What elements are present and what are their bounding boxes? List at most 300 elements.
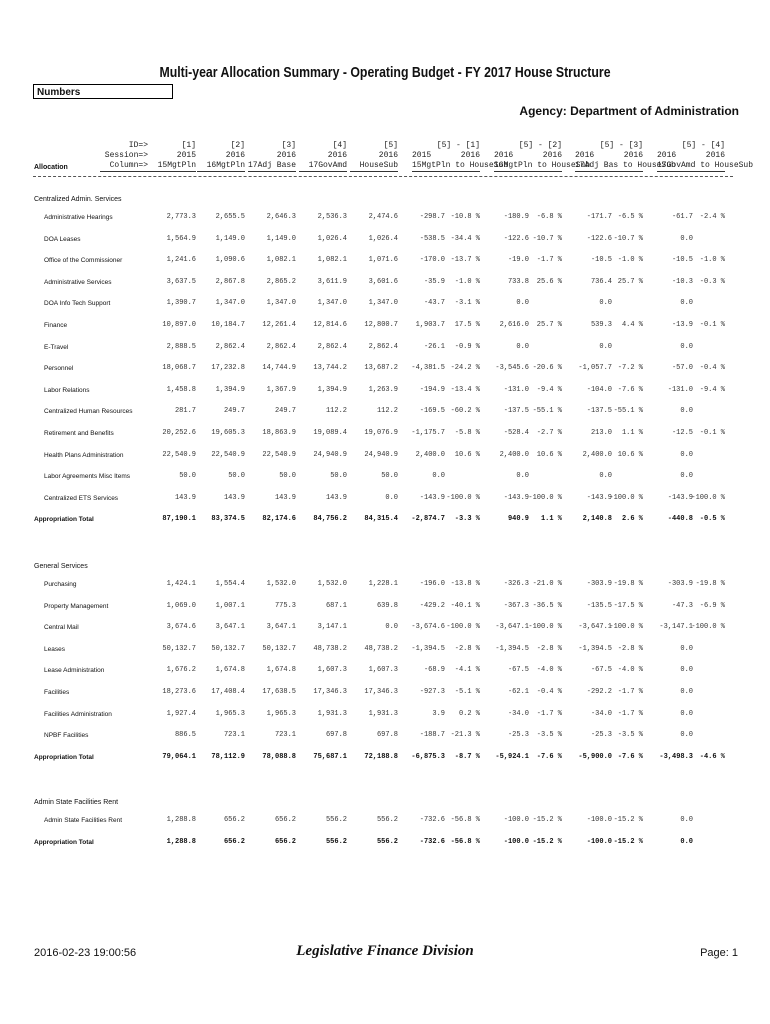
cell-value: 82,174.6: [262, 515, 296, 524]
cell-diff-percent: 10.6 %: [617, 450, 643, 459]
cell-diff-percent: -13.7 %: [450, 256, 480, 265]
header-diff-sessions: [575, 151, 643, 161]
cell-value: 697.8: [376, 731, 398, 740]
total-row: [0, 752, 770, 764]
cell-diff-percent: -13.8 %: [450, 580, 480, 588]
cell-diff-amount: -67.5: [507, 666, 529, 675]
cell-diff-amount: -5,900.0: [578, 752, 612, 761]
cell-diff-percent: -6.5 %: [617, 213, 643, 221]
cell-value: 17,346.3: [313, 688, 347, 696]
cell-value: 48,738.2: [313, 644, 347, 653]
header-row-label: Session=>: [104, 151, 148, 160]
cell-value: 50,132.7: [211, 644, 245, 653]
cell-value: 687.1: [325, 601, 347, 610]
footer-page-number: Page: 1: [700, 947, 738, 959]
header-diff-sessions: [494, 151, 562, 161]
header-diff-id: [5] - [3]: [599, 141, 643, 150]
cell-diff-percent: -0.1 %: [699, 429, 725, 437]
header-col-id: [1]: [181, 141, 196, 150]
cell-value: 1,424.1: [166, 580, 196, 588]
cell-diff-amount: 0.0: [680, 472, 693, 481]
cell-value: 143.9: [325, 493, 347, 502]
cell-value: 3,647.1: [266, 623, 296, 632]
header-diff-id: [5] - [1]: [436, 141, 480, 150]
cell-diff-percent: -55.1 %: [613, 407, 643, 416]
cell-diff-percent: -7.2 %: [617, 364, 643, 373]
cell-value: 3,147.1: [317, 623, 347, 632]
cell-diff-amount: -3,545.6: [495, 364, 529, 373]
cell-value: 1,931.3: [317, 709, 347, 718]
table-row: [0, 601, 770, 613]
agency-label: Agency: Department of Administration: [519, 104, 739, 118]
cell-diff-percent: -7.6 %: [536, 752, 562, 761]
cell-diff-amount: -303.9: [667, 580, 693, 588]
cell-value: 2,474.6: [368, 213, 398, 221]
cell-diff-amount: -67.5: [590, 666, 612, 675]
table-row: [0, 644, 770, 656]
cell-value: 18,068.7: [162, 364, 196, 373]
header-col-session: 2016: [225, 151, 245, 160]
cell-value: 18,863.9: [262, 429, 296, 437]
cell-diff-amount: -13.9: [671, 321, 693, 329]
cell-value: 72,188.8: [364, 752, 398, 761]
cell-value: 2,862.4: [215, 342, 245, 351]
header-col-session: 2016: [327, 151, 347, 160]
cell-value: 1,228.1: [368, 580, 398, 588]
table-row: [0, 212, 770, 224]
cell-diff-amount: -10.3: [671, 277, 693, 286]
table-row: [0, 687, 770, 699]
cell-diff-percent: -4.6 %: [699, 752, 725, 761]
row-label: Admin State Facilities Rent: [44, 817, 123, 824]
cell-diff-amount: -180.9: [503, 213, 529, 221]
cell-diff-percent: -3.1 %: [454, 299, 480, 308]
cell-diff-amount: -194.9: [419, 385, 445, 394]
cell-value: 2,862.4: [368, 342, 398, 351]
cell-value: 83,374.5: [211, 515, 245, 524]
cell-value: 1,069.0: [166, 601, 196, 610]
cell-diff-percent: -10.7 %: [532, 234, 562, 243]
cell-diff-amount: 0.0: [680, 407, 693, 416]
cell-value: 50,132.7: [162, 644, 196, 653]
cell-diff-amount: -171.7: [586, 213, 612, 221]
cell-value: 78,088.8: [262, 752, 296, 761]
header-col-id: [2]: [230, 141, 245, 150]
header-diff-session-from: 2016: [575, 151, 595, 160]
cell-diff-amount: -143.9: [667, 493, 693, 502]
header-diff-sessions: [412, 151, 480, 161]
cell-value: 2,646.3: [266, 213, 296, 221]
cell-diff-amount: -100.0: [586, 816, 612, 824]
cell-diff-percent: -100.0 %: [609, 623, 643, 632]
header-diff-session-from: 2015: [412, 151, 432, 160]
cell-diff-amount: -35.9: [423, 277, 445, 286]
cell-diff-percent: -36.5 %: [532, 601, 562, 610]
cell-diff-amount: 213.0: [590, 429, 612, 437]
cell-value: 656.2: [274, 816, 296, 824]
cell-diff-percent: -1.0 %: [454, 277, 480, 286]
row-label: Property Management: [44, 602, 109, 610]
cell-diff-amount: -47.3: [671, 601, 693, 610]
cell-value: 775.3: [274, 601, 296, 610]
cell-diff-percent: 4.4 %: [621, 321, 643, 329]
cell-value: 50.0: [179, 472, 196, 481]
header-diff-session-from: 2016: [657, 151, 677, 160]
cell-diff-amount: 0.0: [680, 709, 693, 718]
cell-diff-amount: 2,140.8: [582, 515, 612, 524]
cell-value: 84,315.4: [364, 515, 398, 524]
row-label: Appropriation Total: [34, 838, 94, 846]
row-label: DOA Info Tech Support: [44, 300, 111, 308]
cell-diff-amount: -19.0: [507, 256, 529, 265]
header-col-session: 2016: [378, 151, 398, 160]
cell-diff-percent: -40.1 %: [450, 601, 480, 610]
cell-diff-amount: -12.5: [671, 429, 693, 437]
cell-diff-amount: -429.2: [419, 601, 445, 610]
header-col-2: [197, 141, 245, 172]
cell-diff-amount: -143.9: [419, 493, 445, 502]
table-row: [0, 493, 770, 505]
cell-diff-percent: -19.8 %: [695, 580, 725, 588]
table-row: [0, 815, 770, 827]
header-diff-4: [657, 141, 754, 172]
cell-value: 1,927.4: [166, 709, 196, 718]
cell-diff-percent: -5.8 %: [454, 429, 480, 437]
cell-value: 24,940.9: [364, 450, 398, 459]
cell-value: 112.2: [325, 407, 347, 416]
cell-diff-percent: -20.6 %: [532, 364, 562, 373]
cell-diff-amount: -732.6: [419, 837, 445, 846]
header-diff-id: [5] - [2]: [518, 141, 562, 150]
header-diff-column: 17GovAmd to HouseSub: [657, 161, 754, 170]
cell-diff-amount: 0.0: [680, 299, 693, 308]
cell-diff-percent: 25.7 %: [617, 277, 643, 286]
footer-timestamp: 2016-02-23 19:00:56: [34, 947, 137, 959]
table-row: [0, 471, 770, 483]
cell-diff-percent: -24.2 %: [450, 364, 480, 373]
cell-value: 17,346.3: [364, 688, 398, 696]
cell-diff-percent: -13.4 %: [450, 385, 480, 394]
cell-diff-amount: -25.3: [590, 731, 612, 740]
cell-diff-amount: 2,400.0: [499, 450, 529, 459]
cell-value: 0.0: [385, 623, 398, 632]
row-label: Purchasing: [44, 581, 77, 588]
cell-diff-amount: -169.5: [419, 407, 445, 416]
cell-diff-percent: -100.0 %: [609, 493, 643, 502]
cell-diff-percent: -100.0 %: [691, 623, 725, 632]
table-row: [0, 385, 770, 397]
header-diff-session-to: 2016: [623, 151, 643, 160]
cell-value: 1,007.1: [215, 601, 245, 610]
numbers-box: Numbers: [33, 84, 173, 99]
cell-value: 656.2: [223, 816, 245, 824]
cell-diff-amount: 0.0: [516, 299, 529, 308]
header-diff-1: [412, 141, 509, 172]
cell-value: 249.7: [223, 407, 245, 416]
cell-value: 1,390.7: [166, 299, 196, 308]
header-diff-column: 15MgtPln to HouseSub: [412, 161, 509, 170]
cell-diff-percent: -7.6 %: [617, 752, 643, 761]
cell-value: 12,800.7: [364, 321, 398, 329]
cell-value: 50,132.7: [262, 644, 296, 653]
cell-value: 3,611.9: [317, 277, 347, 286]
cell-diff-percent: -0.4 %: [536, 688, 562, 696]
cell-value: 1,394.9: [215, 385, 245, 394]
cell-diff-amount: 0.0: [516, 342, 529, 351]
cell-diff-percent: -7.6 %: [617, 385, 643, 394]
cell-value: 1,532.0: [317, 580, 347, 588]
cell-diff-percent: -15.2 %: [532, 837, 562, 846]
cell-value: 1,965.3: [215, 709, 245, 718]
table-row: [0, 730, 770, 742]
cell-value: 1,082.1: [317, 256, 347, 265]
header-col-1: [148, 141, 196, 172]
row-label: Leases: [44, 645, 65, 653]
cell-diff-percent: -5.1 %: [454, 688, 480, 696]
cell-value: 18,273.6: [162, 688, 196, 696]
cell-value: 22,540.9: [262, 450, 296, 459]
cell-value: 1,026.4: [317, 234, 347, 243]
cell-diff-amount: 736.4: [590, 277, 612, 286]
cell-diff-percent: 2.6 %: [621, 515, 643, 524]
header-col-column: 17Adj Base: [248, 161, 297, 170]
cell-diff-amount: -2,874.7: [411, 515, 445, 524]
cell-diff-amount: 1,903.7: [415, 321, 445, 329]
cell-diff-amount: -57.0: [671, 364, 693, 373]
row-label: Office of the Commissioner: [44, 257, 123, 265]
cell-value: 112.2: [376, 407, 398, 416]
header-col-column: HouseSub: [350, 161, 398, 172]
cell-diff-amount: -1,175.7: [411, 429, 445, 437]
cell-value: 1,026.4: [368, 234, 398, 243]
cell-value: 79,064.1: [162, 752, 196, 761]
row-label: Lease Administration: [44, 667, 105, 675]
cell-diff-percent: 25.7 %: [536, 321, 562, 329]
cell-diff-amount: 3.9: [432, 709, 445, 718]
cell-diff-amount: -3,147.1: [659, 623, 693, 632]
cell-diff-percent: -56.8 %: [450, 816, 480, 824]
cell-diff-percent: -100.0 %: [528, 493, 562, 502]
cell-value: 1,394.9: [317, 385, 347, 394]
cell-diff-percent: -3.3 %: [454, 515, 480, 524]
cell-diff-amount: 0.0: [680, 688, 693, 696]
cell-diff-amount: 0.0: [680, 666, 693, 675]
cell-value: 1,607.3: [317, 666, 347, 675]
cell-diff-amount: -143.9: [503, 493, 529, 502]
table-row: [0, 255, 770, 267]
cell-diff-amount: -188.7: [419, 731, 445, 740]
cell-diff-percent: -1.0 %: [617, 256, 643, 265]
row-label: Facilities Administration: [44, 710, 112, 718]
cell-value: 143.9: [274, 493, 296, 502]
cell-value: 1,367.9: [266, 385, 296, 394]
cell-value: 1,082.1: [266, 256, 296, 265]
cell-diff-percent: 1.1 %: [621, 429, 643, 437]
cell-diff-amount: -5,924.1: [495, 752, 529, 761]
cell-diff-percent: -100.0 %: [446, 623, 480, 632]
cell-diff-amount: -143.9: [586, 493, 612, 502]
cell-diff-percent: -9.4 %: [699, 385, 725, 394]
cell-value: 12,261.4: [262, 321, 296, 329]
section-header: Centralized Admin. Services: [34, 196, 122, 203]
table-row: [0, 277, 770, 289]
cell-diff-amount: -196.0: [419, 580, 445, 588]
cell-diff-percent: -3.5 %: [536, 731, 562, 740]
cell-value: 19,076.9: [364, 429, 398, 437]
cell-value: 1,532.0: [266, 580, 296, 588]
cell-value: 143.9: [174, 493, 196, 502]
cell-diff-percent: 25.6 %: [536, 277, 562, 286]
cell-diff-amount: 940.9: [507, 515, 529, 524]
cell-value: 1,149.0: [215, 234, 245, 243]
cell-diff-percent: -100.0 %: [691, 493, 725, 502]
cell-diff-amount: 2,616.0: [499, 321, 529, 329]
cell-diff-amount: 539.3: [590, 321, 612, 329]
header-row-label: Column=>: [100, 161, 148, 172]
cell-value: 556.2: [325, 837, 347, 846]
table-row: [0, 342, 770, 354]
cell-diff-percent: -1.7 %: [536, 709, 562, 718]
cell-diff-amount: -298.7: [419, 213, 445, 221]
cell-diff-percent: -4.0 %: [536, 666, 562, 675]
cell-diff-percent: -15.2 %: [532, 816, 562, 824]
cell-diff-amount: -3,647.1: [495, 623, 529, 632]
cell-diff-percent: -21.0 %: [532, 580, 562, 588]
cell-value: 639.8: [376, 601, 398, 610]
cell-diff-amount: -3,647.1: [578, 623, 612, 632]
cell-value: 19,605.3: [211, 429, 245, 437]
cell-diff-amount: -1,057.7: [578, 364, 612, 373]
cell-value: 1,458.8: [166, 385, 196, 394]
cell-diff-amount: -440.8: [667, 515, 693, 524]
cell-value: 1,564.9: [166, 234, 196, 243]
total-row: [0, 514, 770, 526]
cell-value: 1,347.0: [317, 299, 347, 308]
header-divider: [33, 176, 733, 177]
cell-diff-amount: -131.0: [503, 385, 529, 394]
cell-diff-percent: -2.8 %: [454, 644, 480, 653]
row-label: Centralized Human Resources: [44, 408, 133, 416]
cell-value: 78,112.9: [211, 752, 245, 761]
cell-diff-amount: -528.4: [503, 429, 529, 437]
cell-diff-amount: -367.3: [503, 601, 529, 610]
cell-diff-percent: -0.1 %: [699, 321, 725, 329]
cell-value: 1,965.3: [266, 709, 296, 718]
header-col-id: [4]: [332, 141, 347, 150]
cell-diff-amount: -122.6: [586, 234, 612, 243]
cell-diff-percent: -34.4 %: [450, 234, 480, 243]
header-col-session: 2016: [276, 151, 296, 160]
cell-value: 697.8: [325, 731, 347, 740]
table-row: [0, 709, 770, 721]
cell-value: 1,241.6: [166, 256, 196, 265]
cell-diff-amount: -732.6: [419, 816, 445, 824]
cell-diff-amount: -170.0: [419, 256, 445, 265]
cell-diff-percent: -17.5 %: [613, 601, 643, 610]
table-row: [0, 579, 770, 591]
cell-diff-percent: -56.8 %: [450, 837, 480, 846]
header-col-id: [3]: [281, 141, 296, 150]
cell-value: 249.7: [274, 407, 296, 416]
header-diff-2: [494, 141, 591, 172]
cell-value: 656.2: [274, 837, 296, 846]
cell-diff-amount: -1,394.5: [411, 644, 445, 653]
table-row: [0, 298, 770, 310]
row-label: Facilities: [44, 689, 70, 696]
cell-value: 20,252.6: [162, 429, 196, 437]
cell-value: 1,288.8: [166, 816, 196, 824]
row-label: Central Mail: [44, 624, 79, 632]
cell-diff-amount: -104.0: [586, 385, 612, 394]
cell-diff-amount: -3,498.3: [659, 752, 693, 761]
cell-diff-amount: -122.6: [503, 234, 529, 243]
cell-diff-amount: -1,394.5: [578, 644, 612, 653]
table-row: [0, 622, 770, 634]
cell-value: 10,897.0: [162, 321, 196, 329]
report-title: Multi-year Allocation Summary - Operating Budget - FY 2017 House Structure: [159, 64, 611, 81]
cell-value: 3,647.1: [215, 623, 245, 632]
cell-diff-amount: -100.0: [503, 816, 529, 824]
table-row: [0, 665, 770, 677]
cell-diff-percent: -1.7 %: [617, 709, 643, 718]
cell-diff-percent: 10.6 %: [536, 450, 562, 459]
cell-diff-amount: -3,674.6: [411, 623, 445, 632]
cell-value: 22,540.9: [211, 450, 245, 459]
cell-value: 2,862.4: [317, 342, 347, 351]
cell-value: 3,674.6: [166, 623, 196, 632]
cell-diff-amount: -1,394.5: [495, 644, 529, 653]
cell-diff-percent: -0.9 %: [454, 342, 480, 351]
cell-diff-amount: 0.0: [680, 837, 693, 846]
cell-value: 1,674.8: [266, 666, 296, 675]
row-label: Labor Agreements Misc Items: [44, 473, 130, 481]
cell-value: 556.2: [376, 837, 398, 846]
cell-diff-percent: -1.7 %: [536, 256, 562, 265]
cell-diff-amount: 0.0: [680, 234, 693, 243]
table-row: [0, 428, 770, 440]
header-diff-sessions: [657, 151, 725, 161]
cell-diff-amount: 2,400.0: [415, 450, 445, 459]
row-label: Health Plans Administration: [44, 451, 124, 459]
header-diff-session-to: 2016: [705, 151, 725, 160]
cell-value: 2,888.5: [166, 342, 196, 351]
cell-diff-percent: -1.0 %: [699, 256, 725, 265]
cell-value: 1,347.0: [368, 299, 398, 308]
cell-value: 723.1: [223, 731, 245, 740]
cell-diff-amount: -137.5: [586, 407, 612, 416]
row-label: Labor Relations: [44, 386, 90, 394]
cell-diff-amount: -25.3: [507, 731, 529, 740]
cell-diff-percent: -19.8 %: [613, 580, 643, 588]
cell-diff-amount: -135.5: [586, 601, 612, 610]
header-diff-session-to: 2016: [542, 151, 562, 160]
cell-diff-amount: -292.2: [586, 688, 612, 696]
cell-diff-amount: -10.5: [671, 256, 693, 265]
cell-value: 14,744.9: [262, 364, 296, 373]
cell-diff-percent: -100.0 %: [446, 493, 480, 502]
cell-value: 3,601.6: [368, 277, 398, 286]
cell-value: 1,090.6: [215, 256, 245, 265]
cell-value: 1,554.4: [215, 580, 245, 588]
cell-value: 17,232.8: [211, 364, 245, 373]
cell-diff-percent: -3.5 %: [617, 731, 643, 740]
cell-value: 1,607.3: [368, 666, 398, 675]
row-label: Administrative Services: [44, 278, 112, 286]
cell-diff-amount: -137.5: [503, 407, 529, 416]
cell-diff-percent: -0.4 %: [699, 364, 725, 373]
footer-division: Legislative Finance Division: [296, 943, 474, 959]
cell-diff-amount: -34.0: [590, 709, 612, 718]
